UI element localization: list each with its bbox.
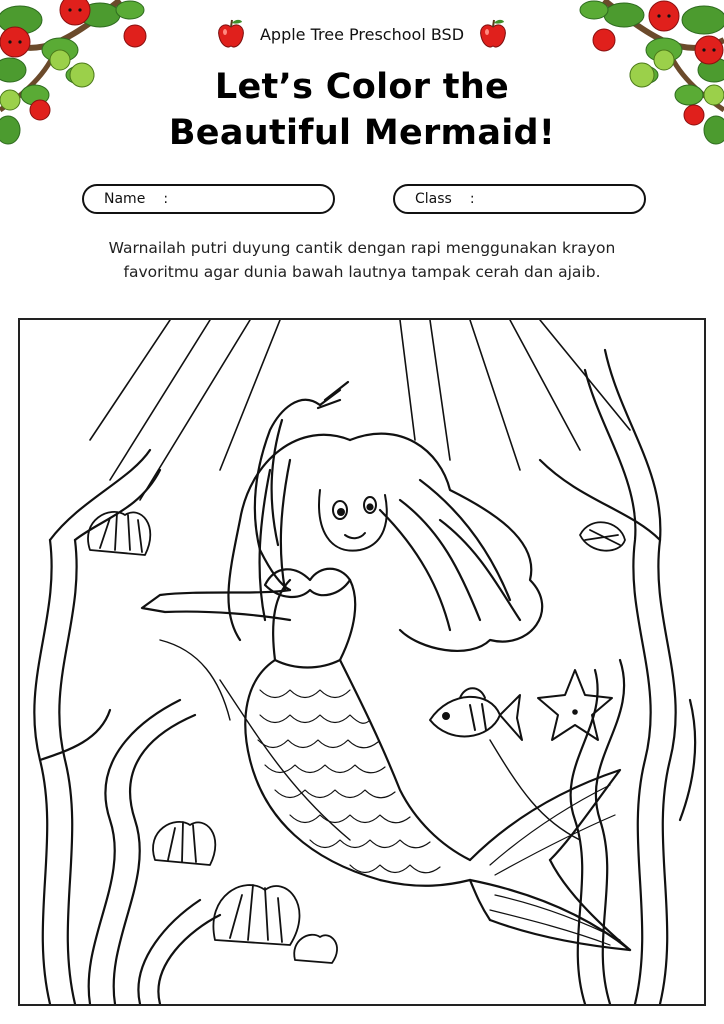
- name-label: Name: [104, 191, 146, 207]
- seashell-shapes: [88, 512, 625, 963]
- mermaid-coloring-illustration: [20, 320, 704, 1004]
- instruction-text: [40, 236, 684, 284]
- water-swirls: [160, 640, 580, 840]
- mermaid-face: [319, 490, 387, 551]
- name-colon: :: [163, 191, 169, 207]
- coloring-frame: [18, 318, 706, 1006]
- name-field[interactable]: [82, 184, 335, 214]
- page-title: [0, 64, 724, 156]
- starfish-shape: [538, 670, 612, 740]
- apple-icon: [216, 18, 246, 50]
- mermaid-body: [142, 382, 355, 668]
- fish-shape: [430, 688, 522, 740]
- title-line-2: Beautiful Mermaid!: [168, 113, 556, 153]
- class-label: Class: [415, 191, 452, 207]
- seaweed-left: [34, 450, 220, 1004]
- title-line-1: Let’s Color the: [214, 67, 510, 107]
- apple-icon: [478, 18, 508, 50]
- school-name: Apple Tree Preschool BSD: [259, 24, 465, 44]
- class-field[interactable]: [393, 184, 646, 214]
- light-rays: [90, 320, 630, 500]
- school-header: [0, 18, 724, 50]
- seaweed-right: [540, 350, 695, 1004]
- instruction-line-2: favoritmu agar dunia bawah lautnya tampak cerah dan ajaib.: [123, 263, 601, 281]
- class-colon: :: [469, 191, 475, 207]
- tail-fin-lines: [490, 785, 620, 945]
- tail-scales: [258, 690, 440, 873]
- instruction-line-1: Warnailah putri duyung cantik dengan rapi menggunakan krayon: [108, 239, 616, 257]
